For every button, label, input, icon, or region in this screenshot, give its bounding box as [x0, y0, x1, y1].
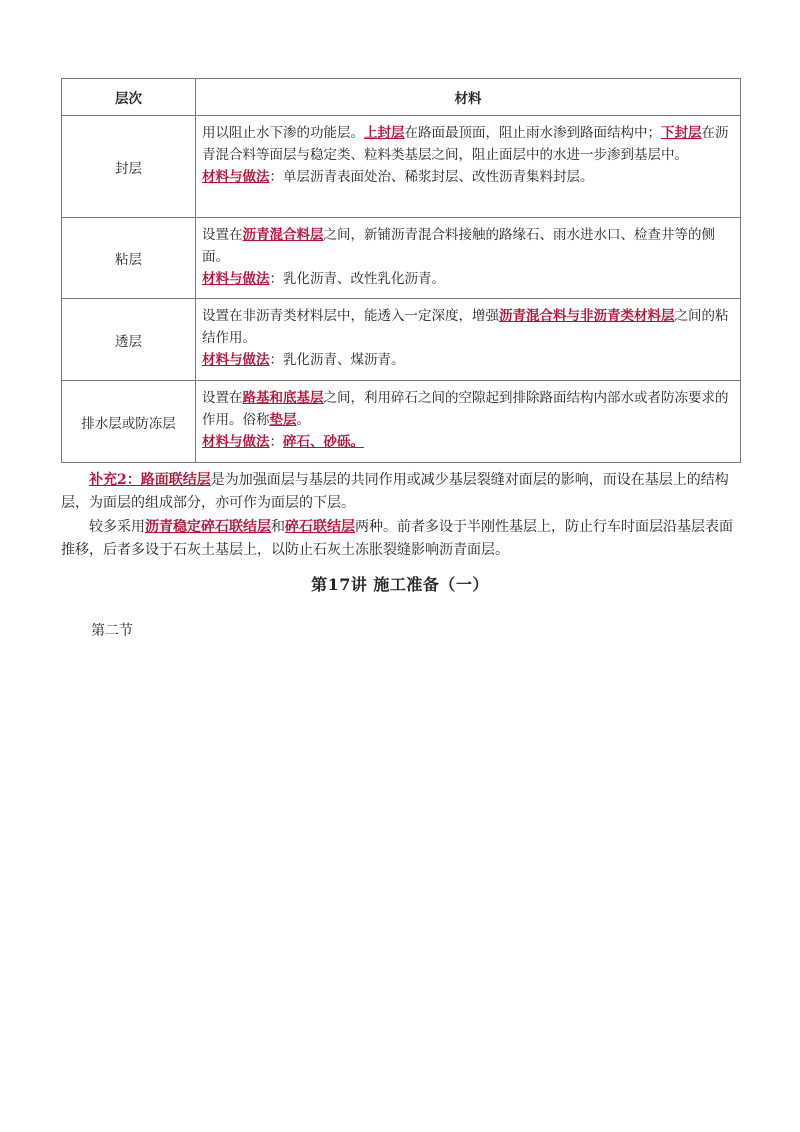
method-label: 材料与做法 — [202, 352, 270, 368]
desc-text: 之间，新铺沥青混合料接触的路缘石、雨水进水口、检查井等的侧面。 — [202, 227, 715, 265]
materials-table — [61, 78, 741, 463]
desc-text: 在沥青混合料等面层与稳定类、粒料类基层之间，阻止面层中的水进一步渗到基层中。 — [202, 125, 729, 163]
layer-cell: 粘层 — [62, 218, 196, 299]
desc-text: 设置在 — [202, 390, 243, 406]
table-header-row — [62, 79, 741, 116]
method-label: 材料与做法 — [202, 271, 270, 287]
method-text: ： — [269, 434, 283, 450]
desc-text: 用以阻止水下渗的功能层。 — [202, 125, 364, 141]
supplement-label: 补充2：路面联结层 — [89, 472, 211, 488]
table-row — [62, 218, 741, 299]
desc-text: 之间的粘结作用。 — [202, 308, 729, 346]
section-title: 第二节 — [91, 623, 133, 639]
para-text: 和 — [271, 519, 285, 535]
supplement-paragraph — [61, 469, 741, 515]
method-label: 材料与做法 — [202, 434, 270, 450]
material-cell — [196, 116, 741, 218]
method-text: ：乳化沥青、煤沥青。 — [269, 352, 405, 368]
desc-emphasis: 下封层 — [661, 125, 702, 141]
desc-emphasis: 上封层 — [364, 125, 405, 141]
para-text: 较多采用 — [89, 519, 145, 535]
supplement-text: 是为加强面层与基层的共同作用或减少基层裂缝对面层的影响，而设在基层上的结构层，为面层的组成部分，亦可作为面层的下层。 — [61, 472, 729, 511]
para-emphasis: 沥青稳定碎石联结层 — [145, 519, 271, 535]
table-row — [62, 299, 741, 381]
desc-text: 设置在 — [202, 227, 243, 243]
desc-emphasis: 沥青混合料层 — [242, 227, 324, 243]
method-label: 材料与做法 — [202, 169, 270, 185]
table-row — [62, 116, 741, 218]
desc-emphasis: 垫层 — [269, 412, 297, 428]
material-cell — [196, 299, 741, 381]
desc-emphasis: 沥青混合料与非沥青类材料层 — [499, 308, 675, 324]
desc-text: 。 — [296, 412, 310, 428]
lecture-heading: 第17讲 施工准备（一） — [311, 575, 489, 594]
layer-cell: 封层 — [62, 116, 196, 218]
header-layer: 层次 — [62, 79, 196, 116]
method-text: ：乳化沥青、改性乳化沥青。 — [269, 271, 445, 287]
table-row — [62, 381, 741, 463]
desc-text: 设置在非沥青类材料层中，能透入一定深度，增强 — [202, 308, 499, 324]
para-text: 两种。前者多设于半刚性基层上，防止行车时面层沿基层表面推移，后者多设于石灰土基层上，以防止石灰土冻胀裂缝影响沥青面层。 — [61, 519, 733, 558]
layer-cell: 排水层或防冻层 — [62, 381, 196, 463]
desc-text: 之间，利用碎石之间的空隙起到排除路面结构内部水或者防冻要求的作用。俗称 — [202, 390, 729, 428]
joint-layer-paragraph — [61, 516, 741, 562]
material-cell — [196, 381, 741, 463]
para-emphasis: 碎石联结层 — [285, 519, 355, 535]
method-emphasis: 碎石、砂砾。 — [283, 434, 364, 450]
desc-text: 在路面最顶面，阻止雨水渗到路面结构中； — [404, 125, 661, 141]
layer-cell: 透层 — [62, 299, 196, 381]
material-cell — [196, 218, 741, 299]
header-material: 材料 — [196, 79, 741, 116]
method-text: ：单层沥青表面处治、稀浆封层、改性沥青集料封层。 — [269, 169, 594, 185]
desc-emphasis: 路基和底基层 — [242, 390, 324, 406]
